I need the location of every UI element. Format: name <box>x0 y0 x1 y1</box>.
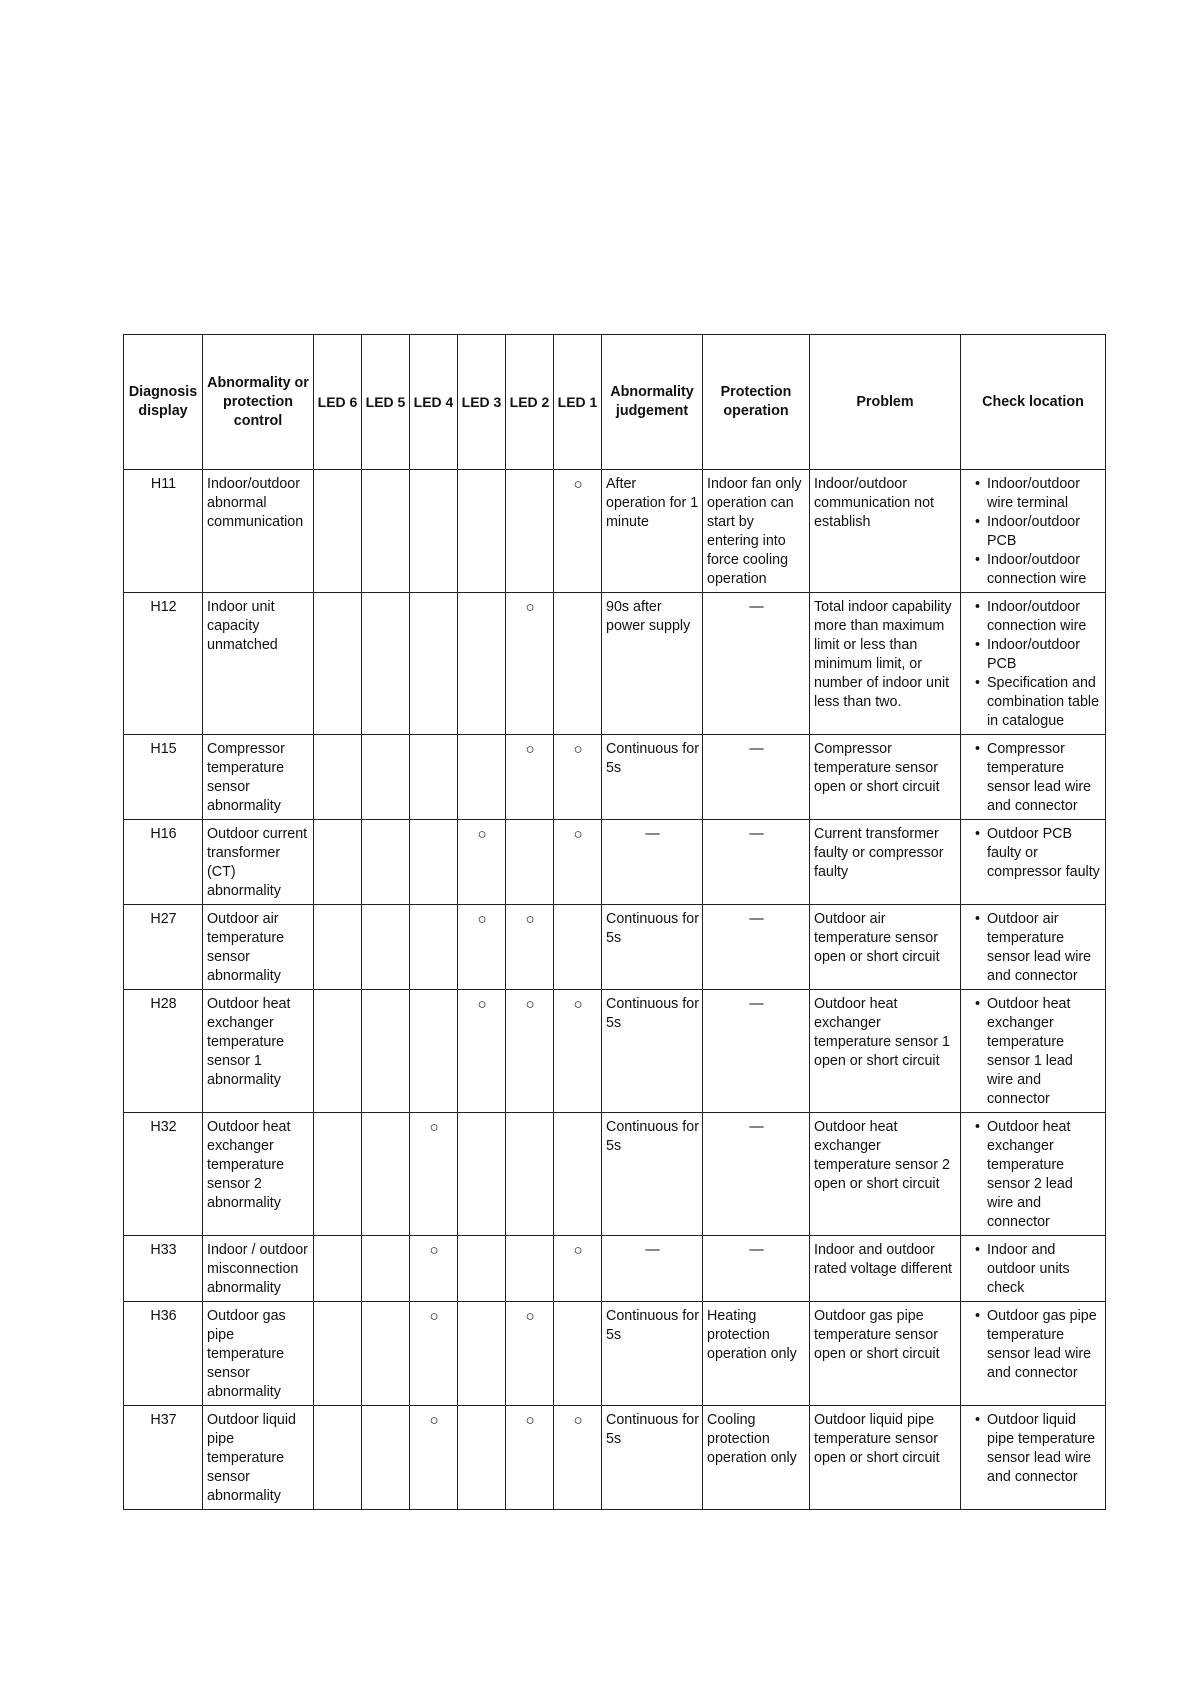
problem-cell: Outdoor heat exchanger temperature sensor 2 open or short circuit <box>810 1113 961 1236</box>
problem-cell: Outdoor liquid pipe temperature sensor open or short circuit <box>810 1406 961 1510</box>
abnormality-cell: Compressor temperature sensor abnormality <box>203 735 314 820</box>
led1-indicator: ○ <box>554 820 602 905</box>
check-list <box>965 740 1102 816</box>
check-cell <box>961 593 1106 735</box>
check-list <box>965 475 1102 589</box>
table-row <box>124 1113 1106 1236</box>
led2-indicator: ○ <box>506 593 554 735</box>
led4-indicator <box>410 820 458 905</box>
check-list <box>965 1241 1102 1298</box>
problem-cell: Outdoor gas pipe temperature sensor open or short circuit <box>810 1302 961 1406</box>
diagnosis-code: H37 <box>124 1406 203 1510</box>
check-item: • Specification and combination table in catalogue <box>975 674 1102 731</box>
led3-indicator: ○ <box>458 905 506 990</box>
led1-indicator <box>554 1113 602 1236</box>
judgement-cell: 90s after power supply <box>602 593 703 735</box>
protection-cell: — <box>703 820 810 905</box>
table-row <box>124 593 1106 735</box>
problem-cell: Indoor and outdoor rated voltage different <box>810 1236 961 1302</box>
led1-indicator: ○ <box>554 1406 602 1510</box>
check-cell <box>961 1236 1106 1302</box>
protection-cell: Heating protection operation only <box>703 1302 810 1406</box>
check-list <box>965 910 1102 986</box>
diagnosis-code: H36 <box>124 1302 203 1406</box>
check-list <box>965 1118 1102 1232</box>
protection-cell: — <box>703 905 810 990</box>
led1-indicator <box>554 1302 602 1406</box>
check-list <box>965 825 1102 882</box>
header-judgement: Abnormality judgement <box>602 335 703 470</box>
led6-indicator <box>314 1302 362 1406</box>
led3-indicator: ○ <box>458 990 506 1113</box>
led4-indicator: ○ <box>410 1302 458 1406</box>
led2-indicator: ○ <box>506 735 554 820</box>
led4-indicator <box>410 735 458 820</box>
check-item: • Outdoor heat exchanger temperature sensor 1 lead wire and connector <box>975 995 1102 1109</box>
led6-indicator <box>314 905 362 990</box>
diagnosis-code: H28 <box>124 990 203 1113</box>
diagnosis-code: H27 <box>124 905 203 990</box>
led3-indicator <box>458 1113 506 1236</box>
led5-indicator <box>362 1236 410 1302</box>
judgement-cell: Continuous for 5s <box>602 990 703 1113</box>
abnormality-cell: Outdoor air temperature sensor abnormality <box>203 905 314 990</box>
diagnosis-code: H16 <box>124 820 203 905</box>
check-item: • Indoor/outdoor connection wire <box>975 551 1102 589</box>
problem-cell: Outdoor heat exchanger temperature sensor 1 open or short circuit <box>810 990 961 1113</box>
led1-indicator: ○ <box>554 470 602 593</box>
problem-cell: Outdoor air temperature sensor open or short circuit <box>810 905 961 990</box>
led4-indicator <box>410 990 458 1113</box>
led2-indicator: ○ <box>506 905 554 990</box>
led5-indicator <box>362 1302 410 1406</box>
table-row <box>124 820 1106 905</box>
judgement-cell: Continuous for 5s <box>602 905 703 990</box>
check-list <box>965 995 1102 1109</box>
table-row <box>124 735 1106 820</box>
abnormality-cell: Outdoor heat exchanger temperature sensor 2 abnormality <box>203 1113 314 1236</box>
judgement-cell: — <box>602 820 703 905</box>
abnormality-cell: Indoor unit capacity unmatched <box>203 593 314 735</box>
check-cell <box>961 820 1106 905</box>
led4-indicator <box>410 470 458 593</box>
table-row <box>124 1236 1106 1302</box>
protection-cell: Indoor fan only operation can start by entering into force cooling operation <box>703 470 810 593</box>
led5-indicator <box>362 735 410 820</box>
abnormality-cell: Indoor/outdoor abnormal communication <box>203 470 314 593</box>
header-problem: Problem <box>810 335 961 470</box>
led5-indicator <box>362 1406 410 1510</box>
check-item: • Outdoor PCB faulty or compressor faulty <box>975 825 1102 882</box>
led6-indicator <box>314 593 362 735</box>
led2-indicator <box>506 470 554 593</box>
protection-cell: — <box>703 990 810 1113</box>
check-item: • Outdoor liquid pipe temperature sensor lead wire and connector <box>975 1411 1102 1487</box>
check-item: • Outdoor heat exchanger temperature sensor 2 lead wire and connector <box>975 1118 1102 1232</box>
problem-cell: Compressor temperature sensor open or short circuit <box>810 735 961 820</box>
protection-cell: — <box>703 1113 810 1236</box>
led3-indicator <box>458 1236 506 1302</box>
judgement-cell: Continuous for 5s <box>602 1406 703 1510</box>
check-item: • Indoor and outdoor units check <box>975 1241 1102 1298</box>
diagnosis-code: H12 <box>124 593 203 735</box>
led1-indicator <box>554 905 602 990</box>
table-row <box>124 1406 1106 1510</box>
led6-indicator <box>314 820 362 905</box>
check-cell <box>961 905 1106 990</box>
check-item: • Outdoor air temperature sensor lead wire and connector <box>975 910 1102 986</box>
diagnosis-code: H15 <box>124 735 203 820</box>
led3-indicator <box>458 735 506 820</box>
led4-indicator <box>410 593 458 735</box>
check-item: • Indoor/outdoor PCB <box>975 513 1102 551</box>
led5-indicator <box>362 905 410 990</box>
check-list <box>965 1411 1102 1487</box>
header-check: Check location <box>961 335 1106 470</box>
problem-cell: Indoor/outdoor communication not establish <box>810 470 961 593</box>
led6-indicator <box>314 990 362 1113</box>
table-body <box>124 470 1106 1510</box>
check-list <box>965 1307 1102 1383</box>
abnormality-cell: Outdoor gas pipe temperature sensor abnormality <box>203 1302 314 1406</box>
abnormality-cell: Outdoor heat exchanger temperature sensor 1 abnormality <box>203 990 314 1113</box>
judgement-cell: After operation for 1 minute <box>602 470 703 593</box>
led3-indicator <box>458 1406 506 1510</box>
led2-indicator <box>506 1236 554 1302</box>
protection-cell: — <box>703 593 810 735</box>
led3-indicator <box>458 470 506 593</box>
judgement-cell: Continuous for 5s <box>602 735 703 820</box>
check-item: • Outdoor gas pipe temperature sensor lead wire and connector <box>975 1307 1102 1383</box>
check-item: • Compressor temperature sensor lead wire and connector <box>975 740 1102 816</box>
led6-indicator <box>314 1113 362 1236</box>
header-row <box>124 335 1106 470</box>
led4-indicator: ○ <box>410 1113 458 1236</box>
diagnosis-code: H33 <box>124 1236 203 1302</box>
led3-indicator <box>458 593 506 735</box>
led5-indicator <box>362 820 410 905</box>
led4-indicator: ○ <box>410 1406 458 1510</box>
led6-indicator <box>314 1406 362 1510</box>
led5-indicator <box>362 1113 410 1236</box>
led3-indicator: ○ <box>458 820 506 905</box>
header-led5: LED 5 <box>362 335 410 470</box>
protection-cell: Cooling protection operation only <box>703 1406 810 1510</box>
header-abnormality: Abnormality or protection control <box>203 335 314 470</box>
led1-indicator <box>554 593 602 735</box>
abnormality-cell: Indoor / outdoor misconnection abnormality <box>203 1236 314 1302</box>
header-led2: LED 2 <box>506 335 554 470</box>
table-row <box>124 905 1106 990</box>
diagnosis-code: H32 <box>124 1113 203 1236</box>
check-cell <box>961 1406 1106 1510</box>
header-led6: LED 6 <box>314 335 362 470</box>
abnormality-cell: Outdoor liquid pipe temperature sensor abnormality <box>203 1406 314 1510</box>
check-item: • Indoor/outdoor wire terminal <box>975 475 1102 513</box>
problem-cell: Total indoor capability more than maximum limit or less than minimum limit, or number of indoor unit less than two. <box>810 593 961 735</box>
protection-cell: — <box>703 1236 810 1302</box>
protection-cell: — <box>703 735 810 820</box>
led5-indicator <box>362 593 410 735</box>
header-led1: LED 1 <box>554 335 602 470</box>
led1-indicator: ○ <box>554 990 602 1113</box>
check-cell <box>961 470 1106 593</box>
led3-indicator <box>458 1302 506 1406</box>
diagnosis-table <box>123 334 1106 1510</box>
judgement-cell: Continuous for 5s <box>602 1113 703 1236</box>
led4-indicator: ○ <box>410 1236 458 1302</box>
problem-cell: Current transformer faulty or compressor faulty <box>810 820 961 905</box>
table-row <box>124 470 1106 593</box>
abnormality-cell: Outdoor current transformer (CT) abnormality <box>203 820 314 905</box>
check-list <box>965 598 1102 731</box>
header-protection: Protection operation <box>703 335 810 470</box>
led5-indicator <box>362 990 410 1113</box>
check-item: • Indoor/outdoor connection wire <box>975 598 1102 636</box>
header-led3: LED 3 <box>458 335 506 470</box>
led5-indicator <box>362 470 410 593</box>
diagnosis-code: H11 <box>124 470 203 593</box>
table-row <box>124 1302 1106 1406</box>
led2-indicator <box>506 1113 554 1236</box>
check-cell <box>961 735 1106 820</box>
judgement-cell: — <box>602 1236 703 1302</box>
check-item: • Indoor/outdoor PCB <box>975 636 1102 674</box>
led2-indicator: ○ <box>506 1406 554 1510</box>
check-cell <box>961 1302 1106 1406</box>
led4-indicator <box>410 905 458 990</box>
led2-indicator <box>506 820 554 905</box>
led6-indicator <box>314 470 362 593</box>
led6-indicator <box>314 1236 362 1302</box>
header-diagnosis: Diagnosis display <box>124 335 203 470</box>
check-cell <box>961 1113 1106 1236</box>
table-row <box>124 990 1106 1113</box>
led2-indicator: ○ <box>506 1302 554 1406</box>
check-cell <box>961 990 1106 1113</box>
judgement-cell: Continuous for 5s <box>602 1302 703 1406</box>
led1-indicator: ○ <box>554 1236 602 1302</box>
led1-indicator: ○ <box>554 735 602 820</box>
led6-indicator <box>314 735 362 820</box>
header-led4: LED 4 <box>410 335 458 470</box>
led2-indicator: ○ <box>506 990 554 1113</box>
